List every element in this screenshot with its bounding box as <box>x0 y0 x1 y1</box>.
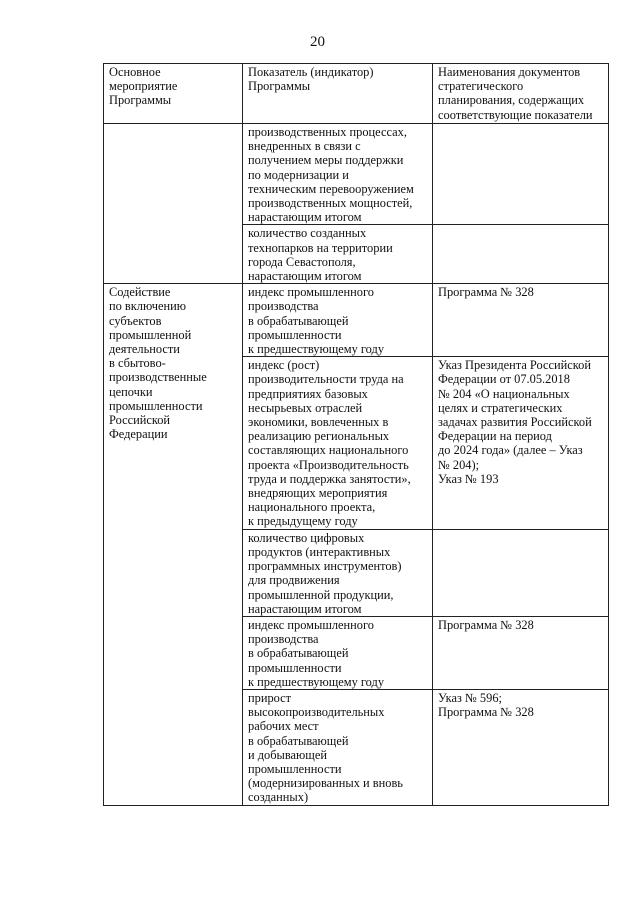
indicator-cell: количество созданных технопарков на территории города Севастополя, нарастающим итогом <box>243 225 433 284</box>
documents-cell: Программа № 328 <box>433 284 609 357</box>
indicator-cell: количество цифровых продуктов (интерактивных программных инструментов) для продвижения промышленной продукции, нарастающим итогом <box>243 529 433 616</box>
activity-cell-continued <box>104 124 243 284</box>
documents-cell <box>433 529 609 616</box>
header-indicator: Показатель (индикатор) Программы <box>243 64 433 124</box>
indicator-cell: индекс промышленного производства в обрабатывающей промышленности к предшествующему году <box>243 284 433 357</box>
documents-cell: Указ № 596; Программа № 328 <box>433 689 609 805</box>
documents-cell: Программа № 328 <box>433 616 609 689</box>
activity-cell: Содействие по включению субъектов промышленной деятельности в сбытово- производственные цепочки промышленности Российской Федерации <box>104 284 243 805</box>
program-indicators-table <box>103 63 609 806</box>
header-activity: Основное мероприятие Программы <box>104 64 243 124</box>
table-row <box>104 124 609 225</box>
page-number: 20 <box>310 34 325 50</box>
documents-cell: Указ Президента Российской Федерации от 07.05.2018 № 204 «О национальных целях и стратегических задачах развития Российской Федерации на период до 2024 года» (далее – Указ № 204); Указ № 193 <box>433 357 609 529</box>
indicator-cell: прирост высокопроизводительных рабочих мест в обрабатывающей и добывающей промышленности (модернизированных и вновь созданных) <box>243 689 433 805</box>
indicator-cell: индекс (рост) производительности труда на предприятиях базовых несырьевых отраслей экономики, вовлеченных в реализацию региональных составляющих национального проекта «Производительность труда и поддержка занятости», внедряющих мероприятия национального проекта, к предыдущему году <box>243 357 433 529</box>
indicator-cell: производственных процессах, внедренных в связи с получением меры поддержки по модернизации и техническим перевооружением производственных мощностей, нарастающим итогом <box>243 124 433 225</box>
indicator-cell: индекс промышленного производства в обрабатывающей промышленности к предшествующему году <box>243 616 433 689</box>
documents-cell <box>433 124 609 225</box>
table-header-row <box>104 64 609 124</box>
table-row <box>104 284 609 357</box>
header-documents: Наименования документов стратегического планирования, содержащих соответствующие показатели <box>433 64 609 124</box>
documents-cell <box>433 225 609 284</box>
